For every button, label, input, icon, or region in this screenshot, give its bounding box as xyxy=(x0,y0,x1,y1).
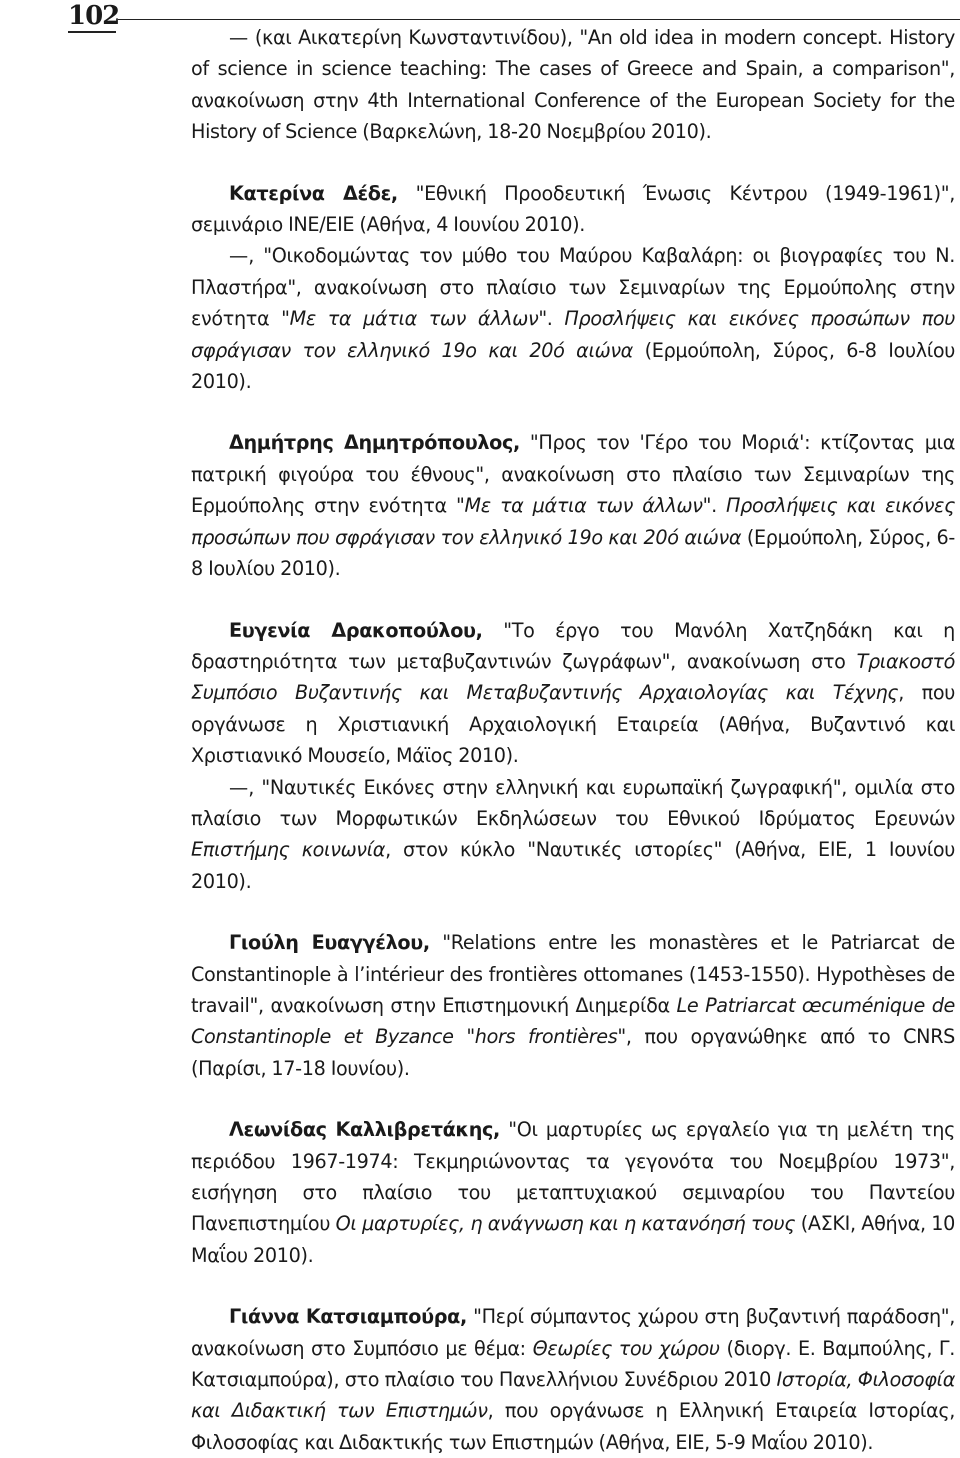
entry-text: "Οι μαρτυρίες ως εργαλείο για τη μελέτη της περιόδου 1967-1974: Τεκμηριώνοντας τα γεγονότα του Νοεμβρίου 1973", εισήγηση στο πλαίσιο του μεταπτυχιακού σεμιναρίου του Παντείου Πανεπιστημίου xyxy=(191,1118,955,1236)
entry-italic-text: Προσλήψεις και εικόνες προσώπων που σφράγισαν τον ελληνικό 19ο και 20ό αιώνα xyxy=(191,307,955,362)
author-name: Γιάννα Κατσιαμπούρα, xyxy=(229,1305,467,1329)
entry-drakopoulou-1 xyxy=(191,615,955,772)
entry-italic-text: Προσλήψεις και εικόνες προσώπων που σφράγισαν τον ελληνικό 19ο και 20ό αιώνα xyxy=(191,494,955,549)
entry-text: ". xyxy=(538,307,565,331)
entry-text: " xyxy=(453,1025,475,1049)
entry-text: , "Οικοδομώντας τον μύθο του Μαύρου Καβαλάρη: οι βιογραφίες του Ν. Πλαστήρα", ανακοίνωση στο πλαίσιο των Σεμιναρίων της Ερμούπολης στην ενότητα " xyxy=(191,244,955,331)
ditto-dash: — xyxy=(229,775,249,799)
entry-dede-1 xyxy=(191,178,955,241)
entry-italic-text: Ιστορία, Φιλοσοφία και Διδακτική των Επιστημών xyxy=(191,1368,956,1423)
entry-text: , "Ναυτικές Εικόνες στην ελληνική και ευρωπαϊκή ζωγραφική", ομιλία στο πλαίσιο των Μορφωτικών Εκδηλώσεων του Εθνικού Ιδρύματος Ερευνών xyxy=(191,775,955,830)
entry-text: (Ερμούπολη, Σύρος, 6-8 Ιουλίου 2010). xyxy=(191,525,955,581)
author-name: Κατερίνα Δέδε, xyxy=(229,181,398,205)
author-name: Δημήτρης Δημητρόπουλος, xyxy=(229,431,520,455)
entry-aikaterini-continuation xyxy=(191,22,955,148)
entry-italic-text: Οι μαρτυρίες, η ανάγνωση και η κατανόησή τους xyxy=(335,1212,796,1236)
entry-italic-text: Με τα μάτια των άλλων xyxy=(464,494,703,518)
entry-text: "Relations entre les monastères et le Patriarcat de Constantinople à l’intérieur des frontières ottomanes (1453-1550). Hypothèses de travail", ανακοίνωση στην Επιστημονική Διημερίδα xyxy=(191,931,955,1017)
entry-text: , που οργάνωσε η Ελληνική Εταιρεία Ιστορίας, Φιλοσοφίας και Διδακτικής των Επιστημών (Αθήνα, ΕΙΕ, 5-9 Μαΐου 2010). xyxy=(191,1399,956,1454)
entry-kallivretakis xyxy=(191,1114,955,1271)
entry-text: , που οργάνωσε η Χριστιανική Αρχαιολογική Εταιρεία (Αθήνα, Βυζαντινό και Χριστιανικό Μουσείο, Μάϊος 2010). xyxy=(191,681,955,768)
entry-italic-text: Θεωρίες του χώρου xyxy=(532,1336,720,1360)
author-name: Ευγενία Δρακοπούλου, xyxy=(229,618,483,642)
ditto-dash: — xyxy=(229,26,249,49)
entry-italic-text: Τριακοστό Συμπόσιο Βυζαντινής και Μεταβυζαντινής Αρχαιολογίας και Τέχνης xyxy=(191,649,955,705)
entry-text: "Το έργο του Μανόλη Χατζηδάκη και η δραστηριότητα των μεταβυζαντινών ζωγράφων", ανακοίνωση στο xyxy=(191,618,955,673)
entry-text: ", που οργανώθηκε από το CNRS (Παρίσι, 17-18 Ιουνίου). xyxy=(191,1025,956,1080)
author-name: Γιούλη Ευαγγέλου, xyxy=(229,931,430,955)
header-rule xyxy=(118,19,960,20)
entry-text: (διοργ. Ε. Βαμπούλης, Γ. Κατσιαμπούρα), στο πλαίσιο του Πανελλήνιου Συνέδριου 2010 xyxy=(191,1336,956,1392)
entry-evangelou xyxy=(191,927,955,1084)
entry-italic-text: Le Patriarcat œcuménique de Constantinople et Byzance xyxy=(191,993,955,1049)
entry-text: (και Αικατερίνη Κωνσταντινίδου), "An old idea in modern concept. History of science in science teaching: The cases of Greece and Spain, a comparison", ανακοίνωση στην 4th International Conference of the European Society for the History of Science (Βαρκελώνη, 18-20 Νοεμβρίου 2010). xyxy=(191,26,955,144)
entry-text: "Εθνική Προοδευτική Ένωσις Κέντρου (1949-1961)", σεμινάριο ΙΝΕ/ΕΙΕ (Αθήνα, 4 Ιουνίου 2010). xyxy=(191,181,955,237)
entry-text: "Περί σύμπαντος χώρου στη βυζαντινή παράδοση", ανακοίνωση στο Συμπόσιο με θέμα: xyxy=(191,1305,955,1360)
entry-dimitropoulos xyxy=(191,427,955,584)
bibliography-list xyxy=(191,22,955,1458)
page-number-underline xyxy=(68,31,116,33)
entry-text: , στον κύκλο "Ναυτικές ιστορίες" (Αθήνα, ΕΙΕ, 1 Ιουνίου 2010). xyxy=(191,838,956,893)
page-number: 102 xyxy=(68,1,120,31)
entry-text: "Προς τον 'Γέρο του Μοριά': κτίζοντας μια πατρική φιγούρα του έθνους", ανακοίνωση στο πλαίσιο των Σεμιναρίων της Ερμούπολης στην ενότητα " xyxy=(191,431,956,518)
entry-dede-2 xyxy=(191,240,955,397)
entry-text: (Ερμούπολη, Σύρος, 6-8 Ιουλίου 2010). xyxy=(191,338,955,394)
author-name: Λεωνίδας Καλλιβρετάκης, xyxy=(229,1118,500,1142)
ditto-dash: — xyxy=(229,244,249,268)
entry-drakopoulou-2 xyxy=(191,772,955,898)
entry-katsiampoura xyxy=(191,1301,955,1458)
entry-italic-text: hors frontières xyxy=(474,1025,618,1049)
entry-text: ". xyxy=(702,494,727,518)
entry-text: (ΑΣΚΙ, Αθήνα, 10 Μαΐου 2010). xyxy=(191,1212,955,1267)
entry-italic-text: Επιστήμης κοινωνία xyxy=(191,838,386,862)
entry-italic-text: Με τα μάτια των άλλων xyxy=(289,307,539,331)
